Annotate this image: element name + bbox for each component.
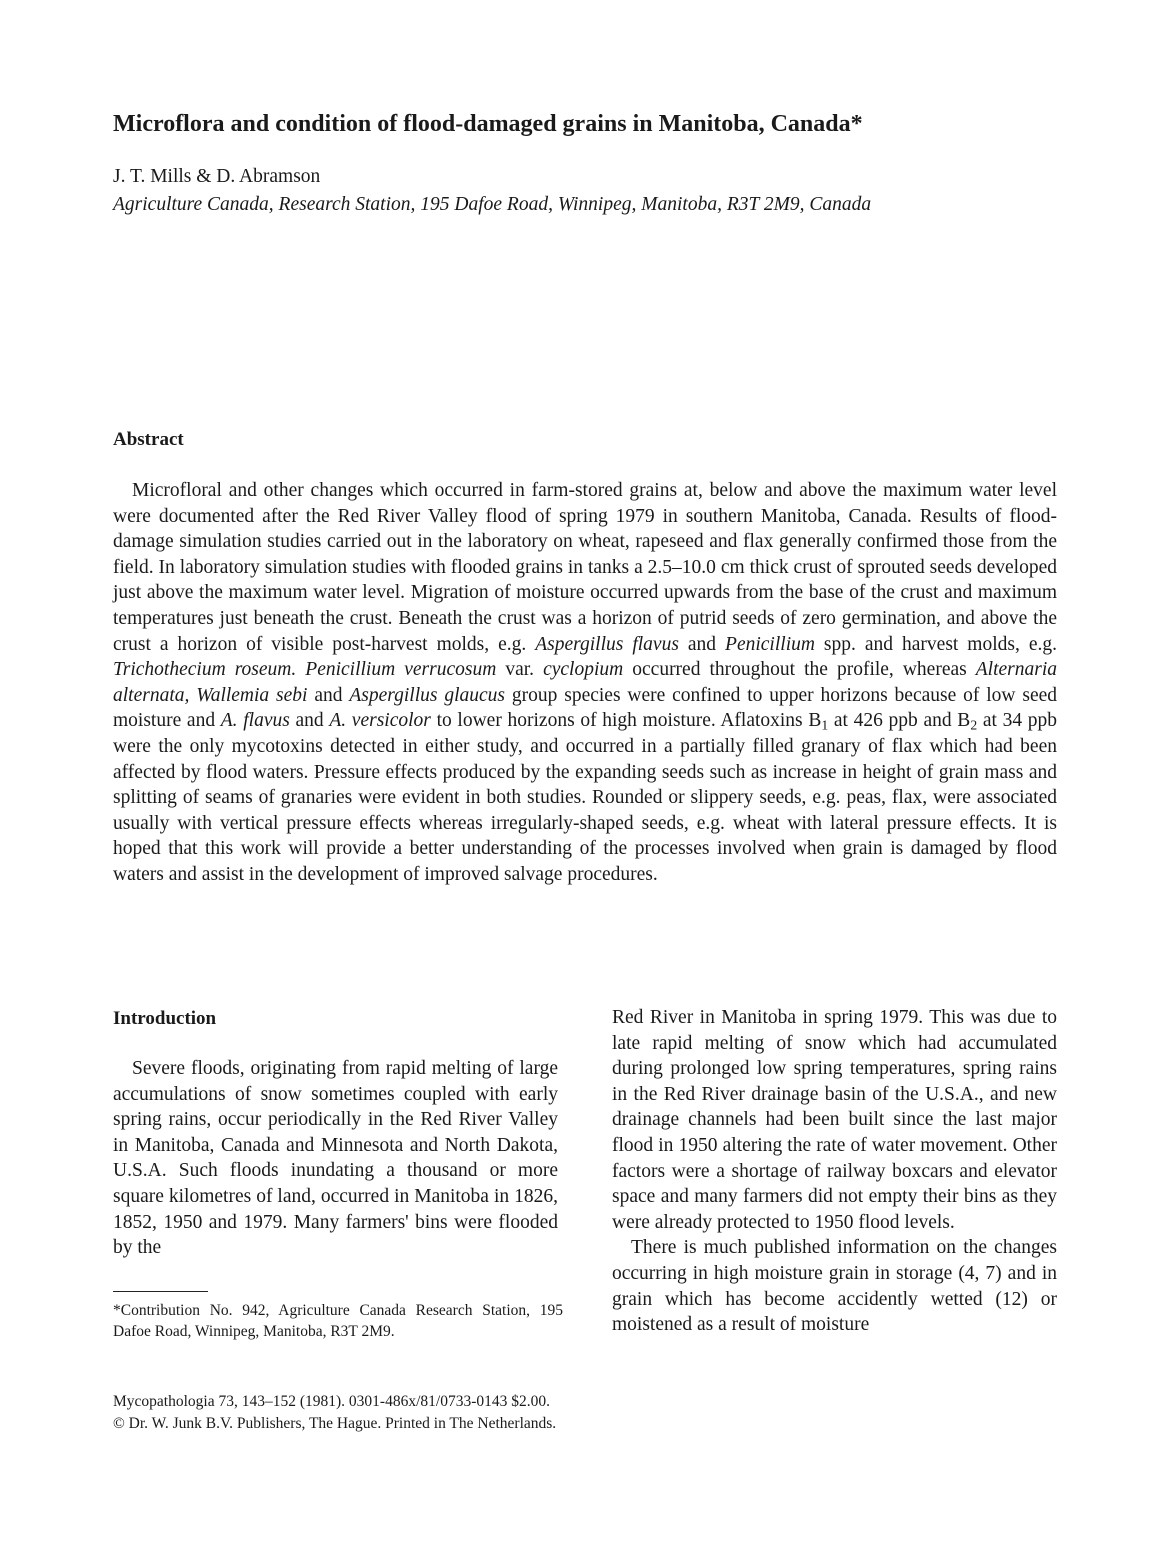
journal-citation: Mycopathologia 73, 143–152 (1981). 0301-486x/81/0733-0143 $2.00. (113, 1393, 550, 1410)
paper-title: Microflora and condition of flood-damaged grains in Manitoba, Canada* (113, 111, 863, 137)
introduction-paragraph-2: There is much published information on the changes occurring in high moisture grain in storage (4, 7) and in grain which has become accidently wetted (12) or moistened as a result of moisture (612, 1237, 1057, 1336)
right-column (612, 1005, 1057, 1338)
copyright-notice: © Dr. W. Junk B.V. Publishers, The Hague. Printed in The Netherlands. (113, 1415, 557, 1432)
introduction-heading: Introduction (113, 1008, 217, 1029)
footnote-divider (113, 1291, 208, 1292)
footnote: *Contribution No. 942, Agriculture Canada Research Station, 195 Dafoe Road, Winnipeg, Manitoba, R3T 2M9. (113, 1302, 563, 1340)
affiliation: Agriculture Canada, Research Station, 195 Dafoe Road, Winnipeg, Manitoba, R3T 2M9, Canada (113, 194, 872, 215)
introduction-paragraph-1-continued: Red River in Manitoba in spring 1979. This was due to late rapid melting of snow which had accumulated during prolonged low spring temperatures, spring rains in the Red River drainage basin of the U.S.A., and new drainage channels had been built since the last major flood in 1950 altering the rate of water movement. Other factors were a shortage of railway boxcars and elevator space and many farmers did not empty their bins as they were already protected to 1950 flood levels. (612, 1007, 1057, 1233)
abstract-paragraph: Microfloral and other changes which occurred in farm-stored grains at, below and above the maximum water level were documented after the Red River Valley flood of spring 1979 in southern Manitoba, Canada. Results of flood-damage simulation studies carried out in the laboratory on wheat, rapeseed and flax generally confirmed those from the field. In laboratory simulation studies with flooded grains in tanks a 2.5–10.0 cm thick crust of sprouted seeds developed just above the maximum water level. Migration of moisture occurred upwards from the base of the crust and maximum temperatures just beneath the crust. Beneath the crust was a horizon of putrid seeds of zero germination, and above the crust a horizon of visible post-harvest molds, e.g. Aspergillus flavus and Penicillium spp. and harvest molds, e.g. Trichothecium roseum. Penicillium verrucosum var. cyclopium occurred throughout the profile, whereas Alternaria alternata, Wallemia sebi and Aspergillus glaucus group species were confined to upper horizons because of low seed moisture and A. flavus and A. versicolor to lower horizons of high moisture. Aflatoxins $B_1$ at 426 ppb and $B_2$ at 34 ppb were the only mycotoxins detected in either study, and occurred in a partially filled granary of flax which had been affected by flood waters. Pressure effects produced by the expanding seeds such as increase in height of grain mass and splitting of seams of granaries were evident in both studies. Rounded or slippery seeds, e.g. peas, flax, were associated usually with vertical pressure effects whereas irregularly-shaped seeds, e.g. wheat with lateral pressure effects. It is hoped that this work will provide a better understanding of the processes involved when grain is damaged by flood waters and assist in the development of improved salvage procedures. (113, 480, 1058, 885)
publication-footer (113, 1391, 813, 1435)
abstract-heading: Abstract (113, 429, 184, 450)
introduction-paragraph-1: Severe floods, originating from rapid melting of large accumulations of snow sometimes coupled with early spring rains, occur periodically in the Red River Valley in Manitoba, Canada and Minnesota and North Dakota, U.S.A. Such floods inundating a thousand or more square kilometres of land, occurred in Manitoba in 1826, 1852, 1950 and 1979. Many farmers' bins were flooded by the (113, 1058, 558, 1259)
authors: J. T. Mills & D. Abramson (113, 166, 321, 187)
